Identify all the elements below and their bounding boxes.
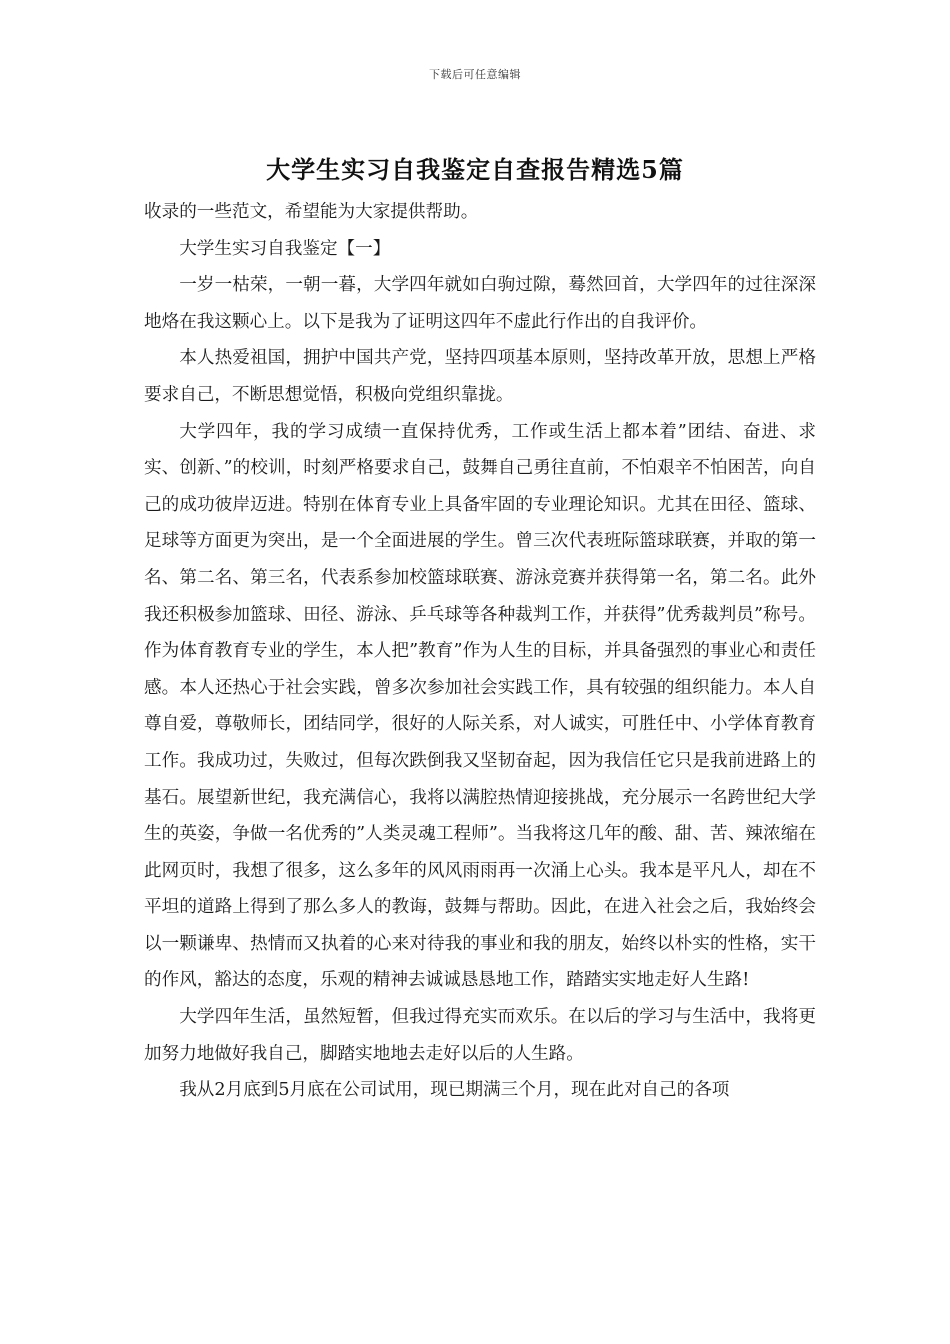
section-heading: 大学生实习自我鉴定【一】: [179, 238, 391, 259]
page-header-note: 下载后可任意编辑: [429, 68, 521, 81]
body-paragraph: 本人热爱祖国，拥护中国共产党，坚持四项基本原则，坚持改革开放，思想上严格要求自己，不断思想觉悟，积极向党组织靠拢。: [144, 348, 816, 405]
body-paragraph: 大学四年生活，虽然短暂，但我过得充实而欢乐。在以后的学习与生活中，我将更加努力地做好我自己，脚踏实地地去走好以后的人生路。: [144, 1007, 816, 1064]
body-paragraph: 一岁一枯荣，一朝一暮，大学四年就如白驹过隙，蓦然回首，大学四年的过往深深地烙在我这颗心上。以下是我为了证明这四年不虚此行作出的自我评价。: [144, 275, 816, 332]
body-paragraph: 我从2月底到5月底在公司试用，现已期满三个月，现在此对自己的各项: [179, 1080, 730, 1101]
intro-paragraph: 收录的一些范文，希望能为大家提供帮助。: [144, 202, 479, 222]
body-paragraph: 大学四年，我的学习成绩一直保持优秀，工作或生活上都本着”团结、奋进、求实、创新、”的校训，时刻严格要求自己，鼓舞自己勇往直前，不怕艰辛不怕困苦，向自己的成功彼岸迈进。特别在体育专业上具备牢固的专业理论知识。尤其在田径、篮球、足球等方面更为突出，是一个全面进展的学生。曾三次代表班际篮球联赛，并取的第一名、第二名、第三名，代表系参加校篮球联赛、游泳竞赛并获得第一名，第二名。此外我还积极参加篮球、田径、游泳、乒乓球等各种裁判工作，并获得”优秀裁判员”称号。作为体育教育专业的学生，本人把”教育”作为人生的目标，并具备强烈的事业心和责任感。本人还热心于社会实践，曾多次参加社会实践工作，具有较强的组织能力。本人自尊自爱，尊敬师长，团结同学，很好的人际关系，对人诚实，可胜任中、小学体育教育工作。我成功过，失败过，但每次跌倒我又坚韧奋起，因为我信任它只是我前进路上的基石。展望新世纪，我充满信心，我将以满腔热情迎接挑战，充分展示一名跨世纪大学生的英姿，争做一名优秀的”人类灵魂工程师”。当我将这几年的酸、甜、苦、辣浓缩在此网页时，我想了很多，这么多年的风风雨雨再一次涌上心头。我本是平凡人，却在不平坦的道路上得到了那么多人的教诲，鼓舞与帮助。因此，在进入社会之后，我始终会以一颗谦卑、热情而又执着的心来对待我的事业和我的朋友，始终以朴实的性格，实干的作风，豁达的态度，乐观的精神去诚诚恳恳地工作，踏踏实实地走好人生路!: [144, 421, 816, 991]
document-title: 大学生实习自我鉴定自查报告精选5篇: [266, 155, 684, 184]
document-body: [144, 194, 816, 1109]
